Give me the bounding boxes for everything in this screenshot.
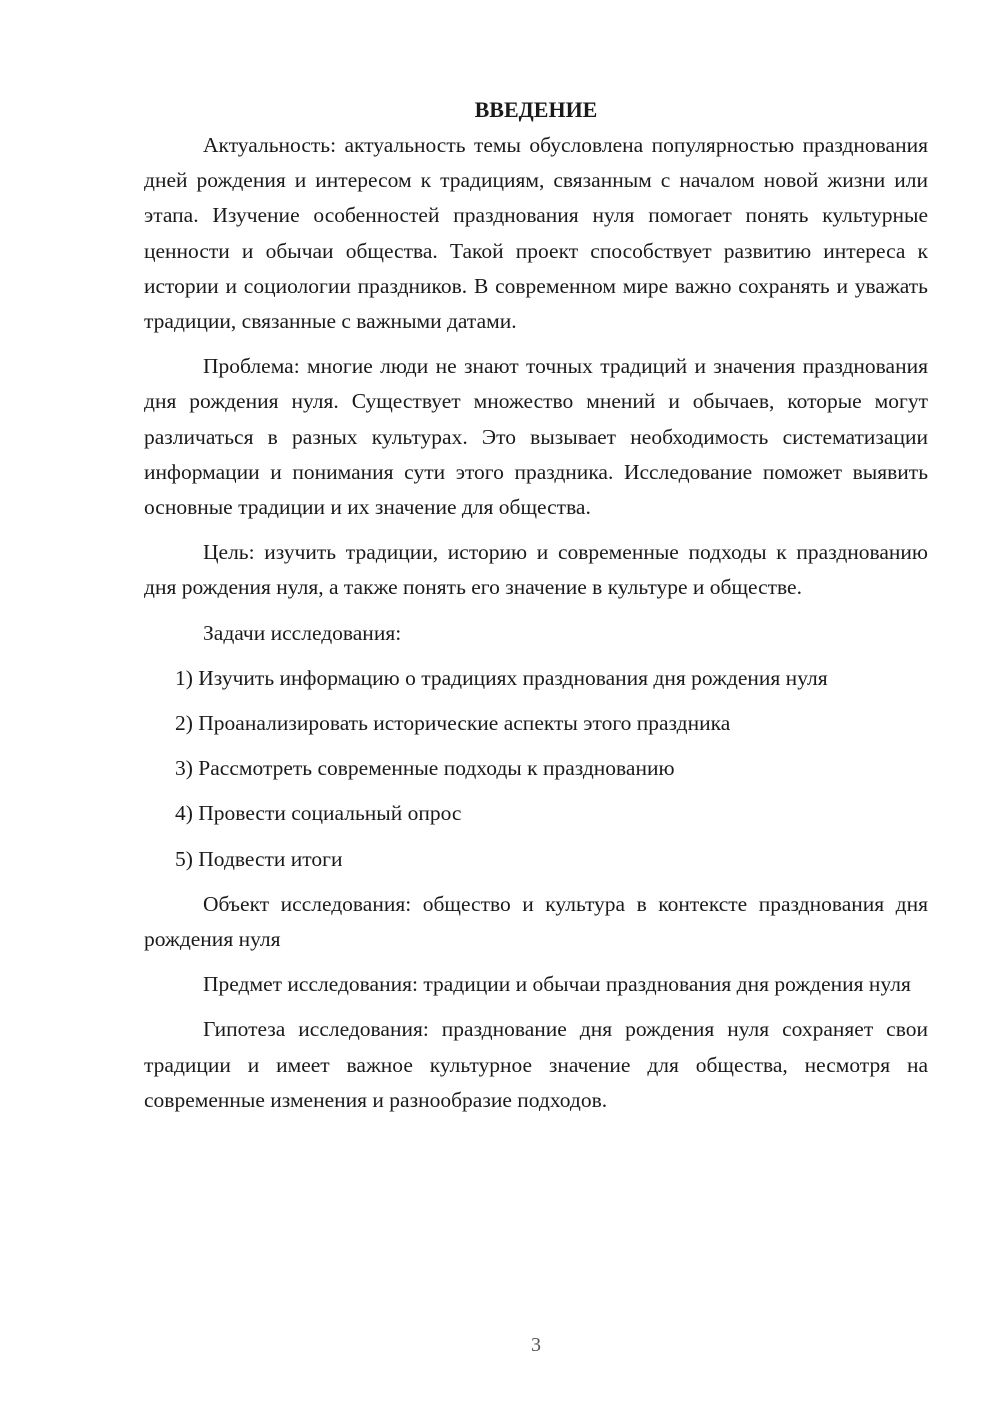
tasks-heading: Задачи исследования:	[203, 620, 402, 645]
paragraph-hypothesis: Гипотеза исследования: празднование дня рождения нуля сохраняет свои традиции и имеет важное культурное значение для общества, несмотря на современные изменения и разнообразие подходов.	[144, 1017, 928, 1112]
list-item: 2) Проанализировать исторические аспекты этого праздника	[175, 711, 731, 736]
tasks-list	[144, 661, 928, 877]
paragraph-object: Объект исследования: общество и культура в контексте празднования дня рождения нуля	[144, 891, 928, 952]
list-item: 3) Рассмотреть современные подходы к празднованию	[175, 756, 675, 781]
paragraph-goal: Цель: изучить традиции, историю и современные подходы к празднованию дня рождения нуля, а также понять его значение в культуре и обществе.	[144, 540, 928, 600]
document-page	[144, 92, 928, 1128]
list-item: 1) Изучить информацию о традициях празднования дня рождения нуля	[175, 665, 828, 690]
paragraph-problem: Проблема: многие люди не знают точных традиций и значения празднования дня рождения нуля. Существует множество мнений и обычаев, которые могут различаться в разных культурах. Это вызывает необходимость систематизации информации и понимания сути этого праздника. Исследование поможет выявить основные традиции и их значение для общества.	[144, 354, 928, 520]
page-number: 3	[531, 1334, 541, 1356]
list-item: 5) Подвести итоги	[175, 846, 343, 871]
paragraph-subject: Предмет исследования: традиции и обычаи празднования дня рождения нуля	[203, 972, 911, 997]
paragraph-relevance: Актуальность: актуальность темы обусловлена популярностью празднования дней рождения и интересом к традициям, связанным с началом новой жизни или этапа. Изучение особенностей празднования нуля помогает понять культурные ценности и обычаи общества. Такой проект способствует развитию интереса к истории и социологии праздников. В современном мире важно сохранять и уважать традиции, связанные с важными датами.	[144, 133, 928, 334]
section-title: ВВЕДЕНИЕ	[474, 97, 598, 122]
list-item: 4) Провести социальный опрос	[175, 801, 462, 826]
